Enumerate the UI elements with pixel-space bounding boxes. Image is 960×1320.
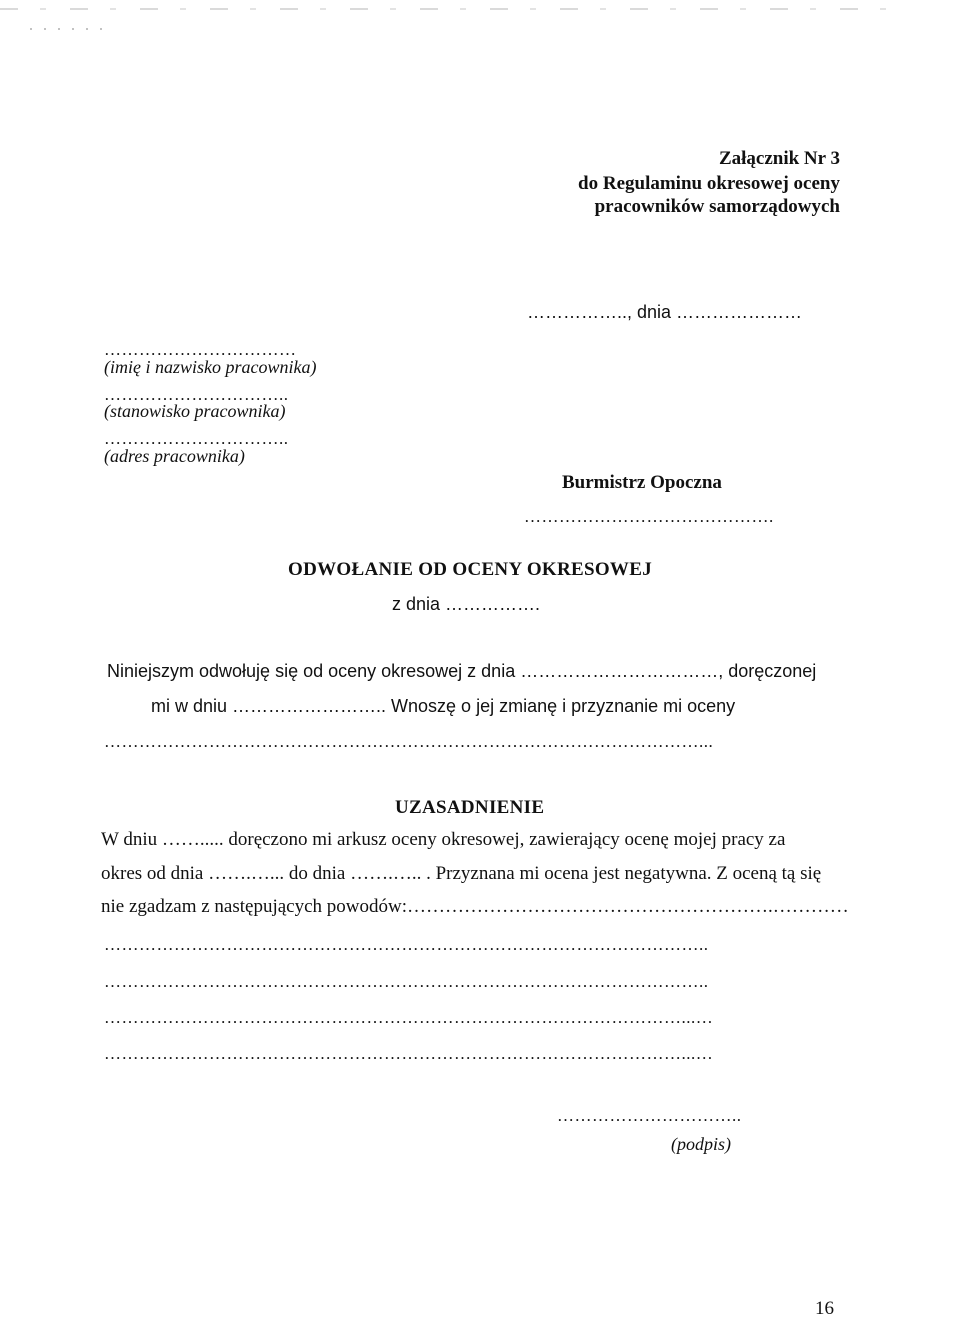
appeal-paragraph-line-1: Niniejszym odwołuję się od oceny okresowej z dnia ……………………………, doręczonej: [107, 661, 817, 681]
signature-label: (podpis): [671, 1134, 731, 1154]
page-number: 16: [815, 1298, 834, 1319]
justification-dots-4: ………………………………………………………………………………………...…: [104, 1044, 714, 1063]
justification-line-1: W dniu ……..... doręczono mi arkusz oceny okresowej, zawierający ocenę mojej pracy za: [101, 829, 786, 850]
position-label: (stanowisko pracownika): [104, 401, 286, 421]
place-date-line: …………….., dnia …………………: [527, 302, 803, 322]
appeal-paragraph-line-2: mi w dniu …………………….. Wnoszę o jej zmianę i przyznanie mi oceny: [151, 696, 736, 716]
name-dots: ……………………………: [104, 340, 297, 359]
scan-artifact-corner: [30, 28, 110, 30]
recipient-title: Burmistrz Opoczna: [562, 472, 722, 493]
justification-dots-1: …………………………………………………………………………………………..: [104, 935, 709, 954]
address-label: (adres pracownika): [104, 446, 245, 466]
recipient-dots: …………………………………….: [524, 507, 774, 526]
signature-dots: …………………………..: [557, 1106, 742, 1125]
name-label: (imię i nazwisko pracownika): [104, 357, 317, 377]
justification-dots-3: ………………………………………………………………………………………...…: [104, 1008, 714, 1027]
justification-line-3: nie zgadzam z następujących powodów:………………………………………………….…………: [101, 896, 849, 917]
justification-line-2: okres od dnia …….…... do dnia …….….. . Przyznana mi ocena jest negatywna. Z oceną tą się: [101, 863, 822, 884]
scan-artifact-top: [0, 8, 900, 10]
address-dots: …………………………..: [104, 429, 289, 448]
document-title: ODWOŁANIE OD OCENY OKRESOWEJ: [288, 559, 652, 580]
justification-dots-2: …………………………………………………………………………………………..: [104, 972, 709, 991]
justification-title: UZASADNIENIE: [395, 797, 545, 818]
document-date-line: z dnia …………….: [392, 594, 541, 614]
annex-number: Załącznik Nr 3: [718, 148, 840, 169]
annex-employees: pracowników samorządowych: [594, 196, 840, 217]
position-dots: …………………………..: [104, 385, 289, 404]
appeal-paragraph-dots: …………………………………………………………………………………………...: [104, 732, 714, 751]
annex-regulation: do Regulaminu okresowej oceny: [578, 173, 840, 194]
